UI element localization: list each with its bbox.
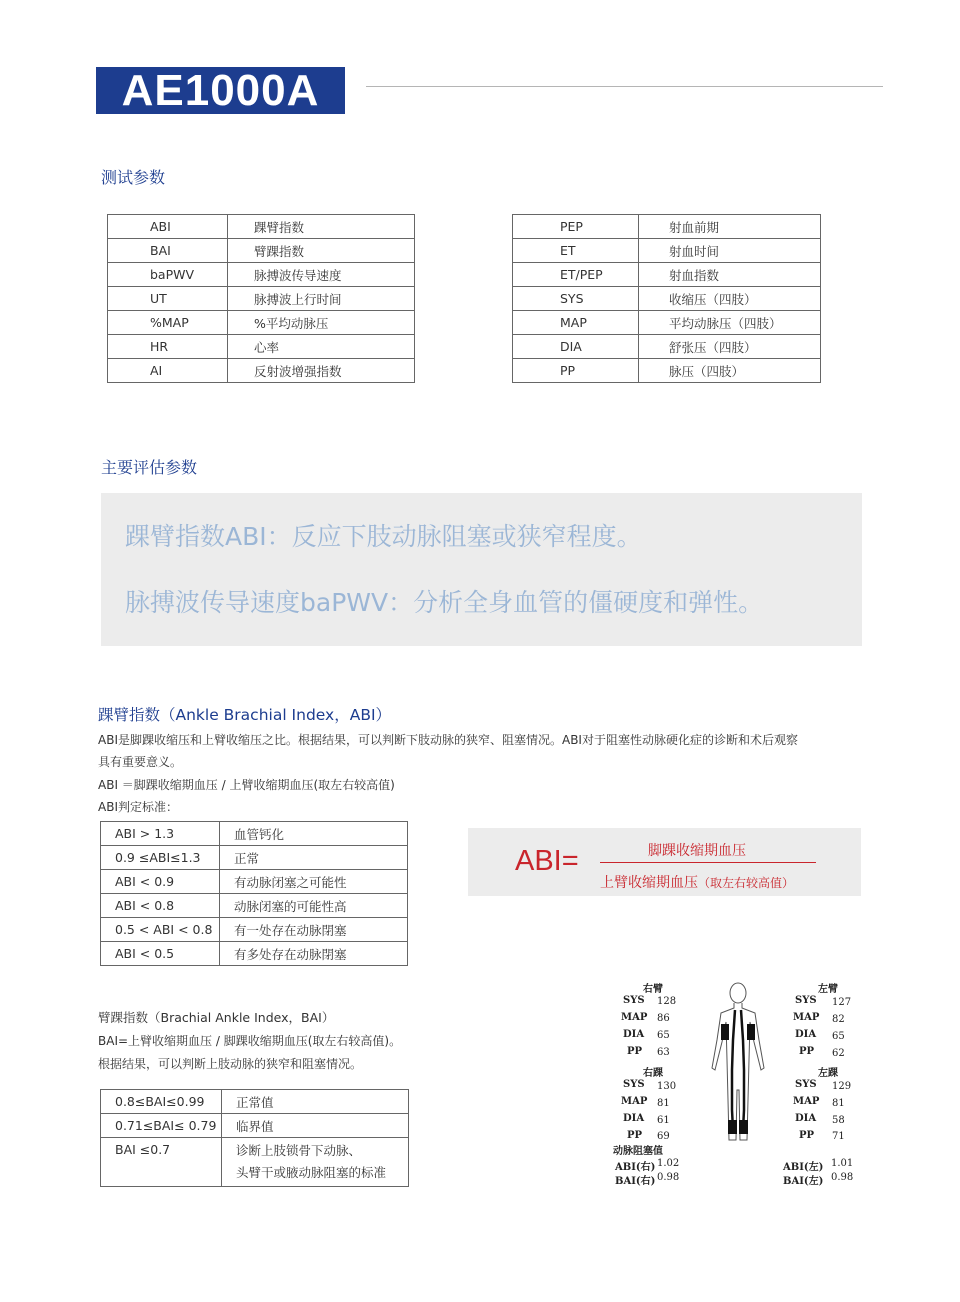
formula-fraction-bar: [600, 862, 816, 863]
param-name: 收缩压（四肢）: [639, 287, 821, 311]
abi-formula-text: ABI ＝脚踝收缩期血压 / 上臂收缩期血压(取左右较高值): [98, 778, 395, 792]
la-pp-key: PP: [799, 1046, 815, 1057]
human-body-icon: [705, 980, 773, 1148]
table-row: [513, 311, 821, 335]
param-name: 射血时间: [639, 239, 821, 263]
table-row: [101, 822, 408, 846]
table-row: [513, 215, 821, 239]
param-name: 心率: [228, 335, 415, 359]
table-row: [513, 239, 821, 263]
table-row: [101, 942, 408, 966]
rk-pp-value: 69: [657, 1131, 670, 1142]
bai-formula-text: BAI=上臂收缩期血压 / 脚踝收缩期血压(取左右较高值)。: [98, 1034, 402, 1048]
rk-dia-value: 61: [657, 1115, 670, 1126]
criteria-meaning: 正常值: [222, 1090, 409, 1114]
criteria-meaning: 有多处存在动脉閉塞: [220, 942, 408, 966]
rk-pp-key: PP: [627, 1130, 643, 1141]
criteria-range: ABI < 0.5: [101, 942, 220, 966]
abi-left-value: 1.01: [831, 1158, 854, 1169]
criteria-meaning: 正常: [220, 846, 408, 870]
lk-map-value: 81: [832, 1098, 845, 1109]
la-sys-value: 127: [832, 997, 852, 1008]
table-row: [101, 870, 408, 894]
lk-map-key: MAP: [793, 1096, 820, 1107]
param-name: 踝臂指数: [228, 215, 415, 239]
abi-description-line1: ABI是脚踝收缩压和上臂收缩压之比。根据结果，可以判断下肢动脉的狭窄、阻塞情况。ABI对于阻塞性动脉硬化症的诊断和术后观察: [98, 733, 798, 747]
lk-dia-key: DIA: [795, 1113, 817, 1124]
table-row: [101, 1090, 409, 1114]
formula-lhs: ABI=: [515, 845, 579, 877]
param-name: 平均动脉压（四肢）: [639, 311, 821, 335]
abi-formula-box: [468, 828, 861, 896]
occlusion-label: 动脉阻塞值: [613, 1146, 663, 1157]
main-eval-line-abi: 踝臂指数ABI：反应下肢动脉阻塞或狭窄程度。: [125, 522, 642, 551]
criteria-meaning: 血管钙化: [220, 822, 408, 846]
criteria-range: ABI > 1.3: [101, 822, 220, 846]
la-pp-value: 62: [832, 1048, 845, 1059]
table-row: [513, 287, 821, 311]
abi-criteria-label: ABI判定标准：: [98, 800, 178, 814]
bai-criteria-table: [100, 1089, 409, 1187]
criteria-range: BAI ≤0.7: [101, 1138, 222, 1187]
ra-pp-key: PP: [627, 1046, 643, 1057]
main-eval-title: 主要评估参数: [101, 458, 198, 477]
measurement-figure: [605, 978, 863, 1188]
abi-description-line2: 具有重要意义。: [98, 755, 183, 769]
abi-left-key: ABI(左): [783, 1162, 824, 1173]
criteria-meaning: 有一处存在动脉閉塞: [220, 918, 408, 942]
lk-sys-value: 129: [832, 1081, 852, 1092]
bai-left-value: 0.98: [831, 1172, 854, 1183]
criteria-range: 0.71≤BAI≤ 0.79: [101, 1114, 222, 1138]
abi-right-value: 1.02: [657, 1158, 680, 1169]
rk-sys-value: 130: [657, 1081, 677, 1092]
ra-dia-value: 65: [657, 1030, 670, 1041]
param-abbr: PP: [513, 359, 639, 383]
param-abbr: HR: [108, 335, 228, 359]
param-name: 脉搏波传导速度: [228, 263, 415, 287]
la-dia-key: DIA: [795, 1029, 817, 1040]
param-name: 臂踝指数: [228, 239, 415, 263]
table-row: [108, 335, 415, 359]
right-arm-label: 右臂: [643, 984, 663, 995]
la-map-key: MAP: [793, 1012, 820, 1023]
table-row: [101, 918, 408, 942]
bai-description: 根据结果，可以判断上肢动脉的狭窄和阻塞情况。: [98, 1057, 363, 1071]
product-logo: AE1000A: [96, 67, 345, 114]
param-abbr: UT: [108, 287, 228, 311]
table-row: [108, 215, 415, 239]
ra-map-value: 86: [657, 1013, 670, 1024]
criteria-range: 0.5 < ABI < 0.8: [101, 918, 220, 942]
table-row: [101, 894, 408, 918]
ra-pp-value: 63: [657, 1047, 670, 1058]
bai-right-key: BAI(右): [615, 1176, 656, 1187]
main-eval-line-bapwv: 脉搏波传导速度baPWV：分析全身血管的僵硬度和弹性。: [125, 588, 764, 617]
ra-map-key: MAP: [621, 1012, 648, 1023]
criteria-meaning: [222, 1138, 409, 1187]
rk-map-key: MAP: [621, 1096, 648, 1107]
lk-dia-value: 58: [832, 1115, 845, 1126]
ra-sys-key: SYS: [623, 995, 645, 1006]
table-row: [513, 335, 821, 359]
test-params-right-table: [512, 214, 821, 383]
rk-sys-key: SYS: [623, 1079, 645, 1090]
bai-left-key: BAI(左): [783, 1176, 824, 1187]
table-row: [513, 359, 821, 383]
param-abbr: DIA: [513, 335, 639, 359]
formula-numerator: 脚踝收缩期血压: [648, 843, 746, 859]
table-row: [101, 1114, 409, 1138]
param-name: 脉压（四肢）: [639, 359, 821, 383]
table-row: [108, 359, 415, 383]
param-name: 脉搏波上行时间: [228, 287, 415, 311]
la-map-value: 82: [832, 1014, 845, 1025]
main-eval-box: [101, 493, 862, 646]
criteria-range: 0.9 ≤ABI≤1.3: [101, 846, 220, 870]
abi-right-key: ABI(右): [615, 1162, 656, 1173]
bai-right-value: 0.98: [657, 1172, 680, 1183]
criteria-range: ABI < 0.9: [101, 870, 220, 894]
right-ankle-label: 右踝: [643, 1068, 663, 1079]
param-abbr: BAI: [108, 239, 228, 263]
param-abbr: SYS: [513, 287, 639, 311]
criteria-range: ABI < 0.8: [101, 894, 220, 918]
criteria-meaning-line1: 诊断上肢锁骨下动脉、: [236, 1143, 362, 1158]
la-dia-value: 65: [832, 1031, 845, 1042]
test-params-title: 测试参数: [101, 168, 166, 187]
formula-denominator: [600, 872, 794, 892]
param-name: %平均动脉压: [228, 311, 415, 335]
lk-pp-key: PP: [799, 1130, 815, 1141]
param-abbr: %MAP: [108, 311, 228, 335]
param-abbr: ABI: [108, 215, 228, 239]
criteria-meaning-line2: 头臂干或腋动脉阻塞的标准: [236, 1165, 387, 1180]
table-row: [101, 846, 408, 870]
criteria-meaning: 动脉闭塞的可能性高: [220, 894, 408, 918]
table-row: [108, 287, 415, 311]
abi-criteria-table: [100, 821, 408, 966]
table-row: [513, 263, 821, 287]
param-abbr: MAP: [513, 311, 639, 335]
ra-dia-key: DIA: [623, 1029, 645, 1040]
test-params-left-table: [107, 214, 415, 383]
rk-map-value: 81: [657, 1098, 670, 1109]
table-row: [108, 263, 415, 287]
ra-sys-value: 128: [657, 996, 677, 1007]
left-ankle-label: 左踝: [818, 1068, 838, 1079]
abi-section-title: 踝臂指数（Ankle Brachial Index，ABI）: [98, 706, 392, 724]
formula-denominator-main: 上臂收缩期血压: [600, 875, 698, 891]
lk-sys-key: SYS: [795, 1079, 817, 1090]
formula-denominator-note: （取左右较高值）: [698, 876, 795, 890]
param-name: 射血指数: [639, 263, 821, 287]
criteria-meaning: 临界值: [222, 1114, 409, 1138]
param-abbr: AI: [108, 359, 228, 383]
bai-section-title: 臂踝指数（Brachial Ankle Index，BAI）: [98, 1010, 335, 1025]
lk-pp-value: 71: [832, 1131, 845, 1142]
param-abbr: PEP: [513, 215, 639, 239]
param-name: 反射波增强指数: [228, 359, 415, 383]
param-abbr: ET/PEP: [513, 263, 639, 287]
criteria-range: 0.8≤BAI≤0.99: [101, 1090, 222, 1114]
param-name: 射血前期: [639, 215, 821, 239]
rk-dia-key: DIA: [623, 1113, 645, 1124]
table-row: [101, 1138, 409, 1187]
table-row: [108, 311, 415, 335]
table-row: [108, 239, 415, 263]
param-abbr: baPWV: [108, 263, 228, 287]
param-abbr: ET: [513, 239, 639, 263]
left-arm-label: 左臂: [818, 984, 838, 995]
header-divider: [366, 86, 883, 87]
la-sys-key: SYS: [795, 995, 817, 1006]
param-name: 舒张压（四肢）: [639, 335, 821, 359]
criteria-meaning: 有动脉闭塞之可能性: [220, 870, 408, 894]
